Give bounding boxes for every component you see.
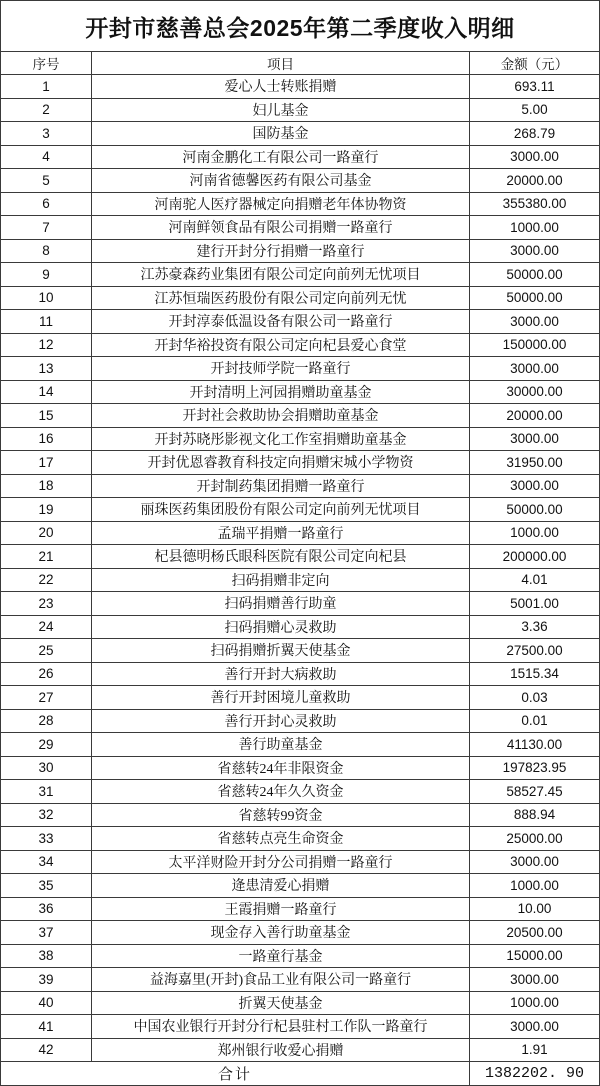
row-item: 郑州银行收爱心捐赠 bbox=[92, 1039, 470, 1063]
row-number: 27 bbox=[1, 686, 92, 710]
row-amount: 20000.00 bbox=[470, 404, 600, 428]
row-amount: 30000.00 bbox=[470, 381, 600, 405]
row-amount: 58527.45 bbox=[470, 780, 600, 804]
row-number: 14 bbox=[1, 381, 92, 405]
row-amount: 0.03 bbox=[470, 686, 600, 710]
row-item: 河南鲜领食品有限公司捐赠一路童行 bbox=[92, 216, 470, 240]
row-number: 21 bbox=[1, 545, 92, 569]
row-amount: 1515.34 bbox=[470, 663, 600, 687]
row-item: 开封淳泰低温设备有限公司一路童行 bbox=[92, 310, 470, 334]
row-number: 25 bbox=[1, 639, 92, 663]
row-number: 42 bbox=[1, 1039, 92, 1063]
row-number: 34 bbox=[1, 851, 92, 875]
row-amount: 1000.00 bbox=[470, 216, 600, 240]
row-item: 开封苏晓彤影视文化工作室捐赠助童基金 bbox=[92, 428, 470, 452]
row-number: 12 bbox=[1, 334, 92, 358]
column-header-item: 项目 bbox=[92, 52, 470, 75]
row-amount: 3000.00 bbox=[470, 851, 600, 875]
row-item: 省慈转24年非限资金 bbox=[92, 757, 470, 781]
row-number: 39 bbox=[1, 968, 92, 992]
row-amount: 25000.00 bbox=[470, 827, 600, 851]
row-item: 建行开封分行捐赠一路童行 bbox=[92, 240, 470, 264]
row-amount: 3000.00 bbox=[470, 968, 600, 992]
row-amount: 41130.00 bbox=[470, 733, 600, 757]
row-item: 益海嘉里(开封)食品工业有限公司一路童行 bbox=[92, 968, 470, 992]
row-number: 19 bbox=[1, 498, 92, 522]
row-amount: 50000.00 bbox=[470, 263, 600, 287]
row-amount: 0.01 bbox=[470, 710, 600, 734]
row-item: 江苏恒瑞医药股份有限公司定向前列无忧 bbox=[92, 287, 470, 311]
row-amount: 888.94 bbox=[470, 804, 600, 828]
row-item: 省慈转99资金 bbox=[92, 804, 470, 828]
row-number: 29 bbox=[1, 733, 92, 757]
row-amount: 1.91 bbox=[470, 1039, 600, 1063]
row-number: 41 bbox=[1, 1015, 92, 1039]
row-item: 逄患清爱心捐赠 bbox=[92, 874, 470, 898]
row-amount: 1000.00 bbox=[470, 992, 600, 1016]
total-amount: 1382202. 90 bbox=[470, 1062, 600, 1086]
row-item: 开封社会救助协会捐赠助童基金 bbox=[92, 404, 470, 428]
row-number: 2 bbox=[1, 99, 92, 123]
row-number: 37 bbox=[1, 921, 92, 945]
row-number: 13 bbox=[1, 357, 92, 381]
row-number: 33 bbox=[1, 827, 92, 851]
row-number: 38 bbox=[1, 945, 92, 969]
row-item: 省慈转24年久久资金 bbox=[92, 780, 470, 804]
row-amount: 5001.00 bbox=[470, 592, 600, 616]
row-number: 40 bbox=[1, 992, 92, 1016]
row-amount: 693.11 bbox=[470, 75, 600, 99]
row-number: 7 bbox=[1, 216, 92, 240]
row-amount: 200000.00 bbox=[470, 545, 600, 569]
row-item: 开封优恩睿教育科技定向捐赠宋城小学物资 bbox=[92, 451, 470, 475]
row-amount: 50000.00 bbox=[470, 287, 600, 311]
page-title: 开封市慈善总会2025年第二季度收入明细 bbox=[1, 1, 600, 52]
row-amount: 10.00 bbox=[470, 898, 600, 922]
row-amount: 5.00 bbox=[470, 99, 600, 123]
row-item: 中国农业银行开封分行杞县驻村工作队一路童行 bbox=[92, 1015, 470, 1039]
row-item: 扫码捐赠善行助童 bbox=[92, 592, 470, 616]
row-number: 26 bbox=[1, 663, 92, 687]
row-amount: 197823.95 bbox=[470, 757, 600, 781]
row-number: 30 bbox=[1, 757, 92, 781]
row-number: 3 bbox=[1, 122, 92, 146]
row-amount: 1000.00 bbox=[470, 874, 600, 898]
row-item: 河南省德馨医药有限公司基金 bbox=[92, 169, 470, 193]
row-amount: 150000.00 bbox=[470, 334, 600, 358]
row-item: 扫码捐赠非定向 bbox=[92, 569, 470, 593]
row-item: 太平洋财险开封分公司捐赠一路童行 bbox=[92, 851, 470, 875]
row-item: 现金存入善行助童基金 bbox=[92, 921, 470, 945]
row-number: 8 bbox=[1, 240, 92, 264]
total-label: 合计 bbox=[1, 1062, 470, 1086]
column-header-amount: 金额（元） bbox=[470, 52, 600, 75]
row-item: 开封华裕投资有限公司定向杞县爱心食堂 bbox=[92, 334, 470, 358]
row-number: 17 bbox=[1, 451, 92, 475]
row-number: 9 bbox=[1, 263, 92, 287]
row-number: 15 bbox=[1, 404, 92, 428]
row-number: 23 bbox=[1, 592, 92, 616]
row-amount: 31950.00 bbox=[470, 451, 600, 475]
row-number: 28 bbox=[1, 710, 92, 734]
row-item: 王霞捐赠一路童行 bbox=[92, 898, 470, 922]
row-item: 善行开封大病救助 bbox=[92, 663, 470, 687]
row-number: 1 bbox=[1, 75, 92, 99]
column-header-number: 序号 bbox=[1, 52, 92, 75]
row-item: 善行开封心灵救助 bbox=[92, 710, 470, 734]
row-number: 11 bbox=[1, 310, 92, 334]
row-amount: 3000.00 bbox=[470, 428, 600, 452]
row-item: 扫码捐赠心灵救助 bbox=[92, 616, 470, 640]
row-amount: 3000.00 bbox=[470, 475, 600, 499]
row-number: 16 bbox=[1, 428, 92, 452]
row-number: 6 bbox=[1, 193, 92, 217]
row-number: 31 bbox=[1, 780, 92, 804]
row-item: 河南金鹏化工有限公司一路童行 bbox=[92, 146, 470, 170]
row-item: 河南驼人医疗器械定向捐赠老年体协物资 bbox=[92, 193, 470, 217]
row-number: 4 bbox=[1, 146, 92, 170]
row-amount: 3000.00 bbox=[470, 310, 600, 334]
row-amount: 20000.00 bbox=[470, 169, 600, 193]
row-number: 18 bbox=[1, 475, 92, 499]
row-item: 江苏豪森药业集团有限公司定向前列无忧项目 bbox=[92, 263, 470, 287]
row-number: 10 bbox=[1, 287, 92, 311]
row-item: 丽珠医药集团股份有限公司定向前列无忧项目 bbox=[92, 498, 470, 522]
row-number: 20 bbox=[1, 522, 92, 546]
row-amount: 268.79 bbox=[470, 122, 600, 146]
row-item: 善行开封困境儿童救助 bbox=[92, 686, 470, 710]
row-number: 35 bbox=[1, 874, 92, 898]
row-amount: 3000.00 bbox=[470, 1015, 600, 1039]
row-item: 国防基金 bbox=[92, 122, 470, 146]
row-item: 开封制药集团捐赠一路童行 bbox=[92, 475, 470, 499]
row-item: 省慈转点亮生命资金 bbox=[92, 827, 470, 851]
row-number: 5 bbox=[1, 169, 92, 193]
row-amount: 3000.00 bbox=[470, 146, 600, 170]
row-number: 22 bbox=[1, 569, 92, 593]
row-item: 开封清明上河园捐赠助童基金 bbox=[92, 381, 470, 405]
row-number: 36 bbox=[1, 898, 92, 922]
row-amount: 20500.00 bbox=[470, 921, 600, 945]
row-amount: 3.36 bbox=[470, 616, 600, 640]
row-item: 孟瑞平捐赠一路童行 bbox=[92, 522, 470, 546]
row-amount: 4.01 bbox=[470, 569, 600, 593]
row-amount: 1000.00 bbox=[470, 522, 600, 546]
row-amount: 27500.00 bbox=[470, 639, 600, 663]
row-item: 扫码捐赠折翼天使基金 bbox=[92, 639, 470, 663]
row-item: 折翼天使基金 bbox=[92, 992, 470, 1016]
row-amount: 3000.00 bbox=[470, 240, 600, 264]
row-item: 开封技师学院一路童行 bbox=[92, 357, 470, 381]
row-amount: 355380.00 bbox=[470, 193, 600, 217]
row-number: 32 bbox=[1, 804, 92, 828]
row-item: 杞县德明杨氏眼科医院有限公司定向杞县 bbox=[92, 545, 470, 569]
row-item: 爱心人士转账捐赠 bbox=[92, 75, 470, 99]
row-item: 善行助童基金 bbox=[92, 733, 470, 757]
row-item: 妇儿基金 bbox=[92, 99, 470, 123]
row-number: 24 bbox=[1, 616, 92, 640]
row-item: 一路童行基金 bbox=[92, 945, 470, 969]
row-amount: 15000.00 bbox=[470, 945, 600, 969]
row-amount: 50000.00 bbox=[470, 498, 600, 522]
row-amount: 3000.00 bbox=[470, 357, 600, 381]
